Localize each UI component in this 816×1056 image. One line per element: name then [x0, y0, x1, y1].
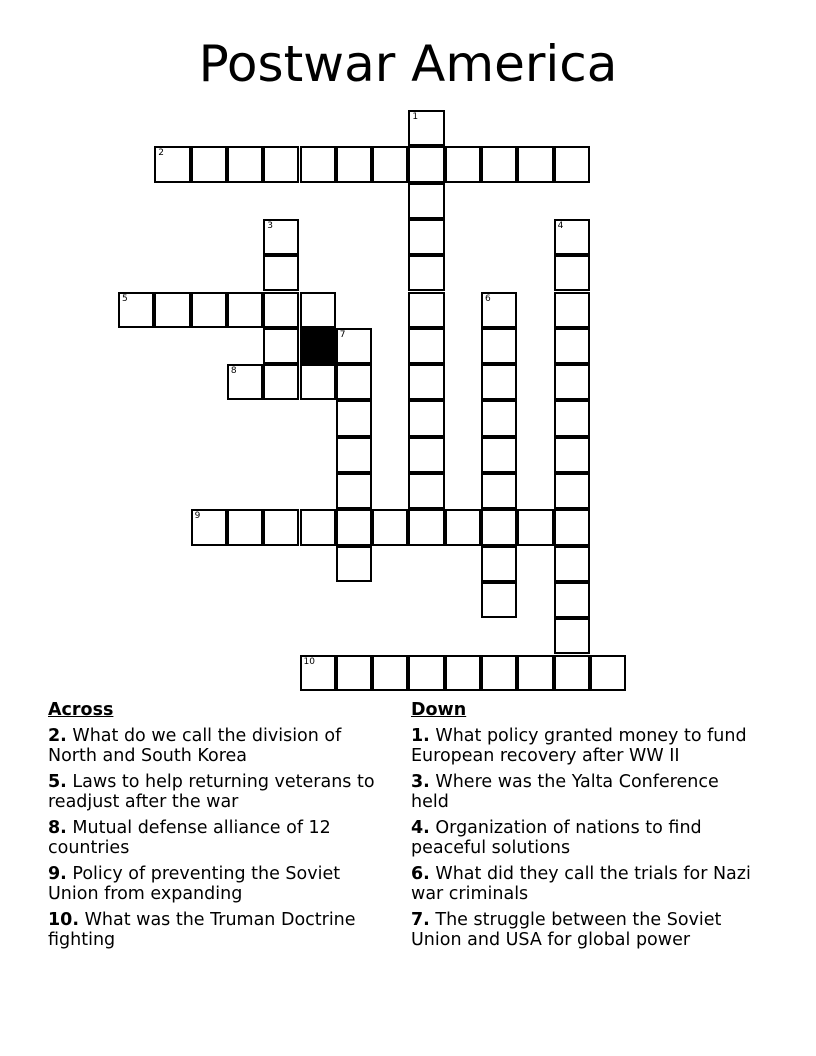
clue-number: 2. — [48, 726, 67, 746]
grid-cell[interactable] — [554, 437, 590, 473]
grid-cell[interactable] — [300, 655, 336, 691]
down-heading: Down — [411, 700, 467, 720]
clue-down-6 — [411, 864, 756, 904]
grid-cell[interactable] — [336, 146, 372, 182]
grid-cell[interactable] — [554, 364, 590, 400]
page-title: Postwar America — [198, 35, 618, 93]
cell-number: 2 — [158, 148, 165, 159]
clue-number: 3. — [411, 772, 430, 792]
grid-cell[interactable] — [445, 509, 481, 545]
grid-cell[interactable] — [554, 618, 590, 654]
grid-cell[interactable] — [590, 655, 626, 691]
grid-cell[interactable] — [408, 437, 444, 473]
across-clues — [48, 700, 393, 956]
cell-number: 5 — [122, 293, 128, 304]
grid-cell[interactable] — [300, 364, 336, 400]
grid-cell[interactable] — [481, 146, 517, 182]
grid-cell[interactable] — [408, 255, 444, 291]
grid-cell[interactable] — [372, 146, 408, 182]
grid-cell[interactable] — [408, 509, 444, 545]
grid-cell[interactable] — [336, 400, 372, 436]
clue-across-10 — [48, 910, 393, 950]
grid-cell[interactable] — [372, 509, 408, 545]
grid-cell[interactable] — [408, 110, 444, 146]
grid-cell[interactable] — [300, 146, 336, 182]
grid-cell[interactable] — [408, 364, 444, 400]
clue-number: 4. — [411, 818, 430, 838]
cell-number: 6 — [485, 293, 491, 304]
clue-text: What do we call the division of North and South Korea — [48, 726, 342, 766]
black-cell — [300, 328, 336, 364]
clue-text: What policy granted money to fund European recovery after WW II — [411, 726, 747, 766]
grid-cell[interactable] — [554, 473, 590, 509]
grid-cell[interactable] — [336, 364, 372, 400]
grid-cell[interactable] — [263, 292, 299, 328]
grid-cell[interactable] — [554, 292, 590, 328]
grid-cell[interactable] — [263, 328, 299, 364]
grid-cell[interactable] — [263, 146, 299, 182]
grid-cell[interactable] — [517, 655, 553, 691]
grid-cell[interactable] — [554, 582, 590, 618]
grid-cell[interactable] — [227, 292, 263, 328]
grid-cell[interactable] — [408, 146, 444, 182]
cell-number: 9 — [194, 511, 201, 522]
cell-number: 7 — [339, 329, 346, 340]
grid-cell[interactable] — [445, 146, 481, 182]
clue-number: 7. — [411, 910, 430, 930]
clue-number: 5. — [48, 772, 67, 792]
clue-text: Policy of preventing the Soviet Union from expanding — [48, 864, 341, 904]
grid-cell[interactable] — [227, 364, 263, 400]
grid-cell[interactable] — [554, 400, 590, 436]
grid-cell[interactable] — [336, 328, 372, 364]
grid-cell[interactable] — [554, 219, 590, 255]
grid-cell[interactable] — [154, 146, 190, 182]
clue-across-9 — [48, 864, 393, 904]
grid-cell[interactable] — [227, 509, 263, 545]
clue-text: Laws to help returning veterans to readjust after the war — [48, 772, 375, 812]
across-heading: Across — [48, 700, 114, 720]
grid-cell[interactable] — [118, 292, 154, 328]
grid-cell[interactable] — [336, 546, 372, 582]
clue-down-7 — [411, 910, 756, 950]
clue-across-5 — [48, 772, 393, 812]
clue-number: 6. — [411, 864, 430, 884]
grid-cell[interactable] — [481, 582, 517, 618]
grid-cell[interactable] — [481, 509, 517, 545]
clue-down-4 — [411, 818, 756, 858]
clue-text: Mutual defense alliance of 12 countries — [48, 818, 331, 858]
grid-cell[interactable] — [336, 473, 372, 509]
clue-down-3 — [411, 772, 756, 812]
grid-cell[interactable] — [263, 509, 299, 545]
grid-cell[interactable] — [263, 255, 299, 291]
cell-number: 1 — [412, 112, 419, 122]
grid-cell[interactable] — [408, 292, 444, 328]
grid-cell[interactable] — [191, 146, 227, 182]
grid-cell[interactable] — [408, 473, 444, 509]
grid-cell[interactable] — [554, 546, 590, 582]
grid-cell[interactable] — [263, 364, 299, 400]
grid-cell[interactable] — [481, 546, 517, 582]
grid-cell[interactable] — [481, 292, 517, 328]
grid-cell[interactable] — [408, 219, 444, 255]
grid-cell[interactable] — [191, 509, 227, 545]
grid-cell[interactable] — [517, 509, 553, 545]
clue-text: What was the Truman Doctrine fighting — [48, 910, 356, 950]
grid-cell[interactable] — [481, 364, 517, 400]
cell-number: 4 — [557, 220, 564, 231]
grid-cell[interactable] — [300, 509, 336, 545]
grid-cell[interactable] — [481, 473, 517, 509]
grid-cell[interactable] — [481, 400, 517, 436]
clue-text: The struggle between the Soviet Union and USA for global power — [411, 910, 722, 950]
grid-cell[interactable] — [336, 655, 372, 691]
grid-cell[interactable] — [481, 328, 517, 364]
grid-cell[interactable] — [445, 655, 481, 691]
grid-cell[interactable] — [154, 292, 190, 328]
clue-text: What did they call the trials for Nazi war criminals — [411, 864, 751, 904]
grid-cell[interactable] — [554, 255, 590, 291]
grid-cell[interactable] — [408, 328, 444, 364]
grid-cell[interactable] — [481, 437, 517, 473]
grid-cell[interactable] — [336, 509, 372, 545]
clue-number: 1. — [411, 726, 430, 746]
cell-number: 10 — [303, 656, 315, 667]
cell-number: 8 — [230, 366, 237, 377]
grid-cell[interactable] — [300, 292, 336, 328]
grid-cell[interactable] — [517, 146, 553, 182]
grid-cell[interactable] — [554, 328, 590, 364]
clue-number: 10. — [48, 910, 80, 930]
clue-number: 8. — [48, 818, 67, 838]
grid-cell[interactable] — [408, 655, 444, 691]
clue-across-8 — [48, 818, 393, 858]
clue-text: Where was the Yalta Conference held — [411, 772, 719, 812]
clue-across-2 — [48, 726, 393, 766]
grid-cell[interactable] — [554, 509, 590, 545]
grid-cell[interactable] — [227, 146, 263, 182]
grid-cell[interactable] — [336, 437, 372, 473]
grid-cell[interactable] — [263, 219, 299, 255]
grid-cell[interactable] — [372, 655, 408, 691]
down-clues — [411, 700, 756, 956]
cell-number: 3 — [267, 220, 273, 231]
grid-cell[interactable] — [481, 655, 517, 691]
clue-text: Organization of nations to find peaceful solutions — [411, 818, 702, 858]
clue-number: 9. — [48, 864, 67, 884]
grid-cell[interactable] — [191, 292, 227, 328]
grid-cell[interactable] — [408, 400, 444, 436]
clue-down-1 — [411, 726, 756, 766]
grid-cell[interactable] — [554, 655, 590, 691]
grid-cell[interactable] — [554, 146, 590, 182]
grid-cell[interactable] — [408, 183, 444, 219]
